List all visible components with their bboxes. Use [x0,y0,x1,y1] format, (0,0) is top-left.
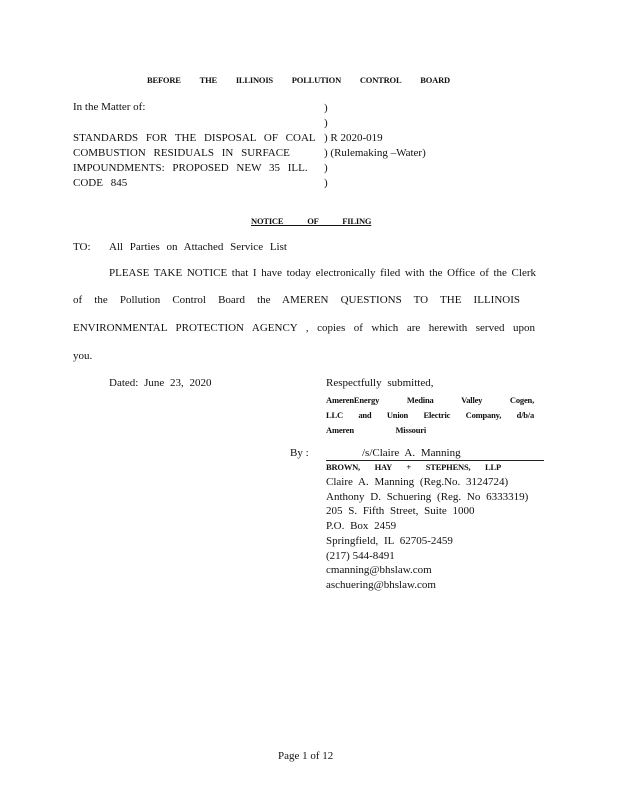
paren-line: ) [324,162,328,174]
counsel-block [326,475,528,593]
caption-line: CODE 845 [73,177,128,189]
caption-line: IMPOUNDMENTS: PROPOSED NEW 35 ILL. [73,162,308,174]
notice-title: NOTICE OF FILING [251,216,372,226]
board-heading [147,75,450,85]
paren-line: ) [324,117,328,129]
counsel-line: Claire A. Manning (Reg.No. 3124724) [326,476,509,488]
body-line-4: you. [73,350,93,362]
in-the-matter: In the Matter of: [73,101,146,113]
signature-line: /s/Claire A. Manning [362,447,461,459]
body-line-1: PLEASE TAKE NOTICE that I have today electronically filed with the Office of the Clerk [109,267,536,279]
address-line: 205 S. Fifth Street, Suite 1000 [326,505,475,518]
party-line: LLC and Union Electric Company, d/b/a [326,410,534,420]
paren-line: ) [324,177,328,189]
party-line: Ameren Missouri [326,425,426,435]
caption-line: COMBUSTION RESIDUALS IN SURFACE [73,147,290,159]
party-block [326,393,534,438]
by-label: By : [290,447,309,459]
phone-line: (217) 544-8491 [326,549,395,562]
signature-underline [326,460,544,461]
caption-line: STANDARDS FOR THE DISPOSAL OF COAL [73,132,316,144]
caption-left [73,131,323,191]
heading-word: CONTROL [359,75,402,85]
respectfully-submitted: Respectfully submitted, [326,377,434,389]
page-number: Page 1 of 12 [278,750,334,762]
heading-word: THE [199,75,217,85]
docket-line: ) R 2020-019 [324,132,383,144]
email-line: cmanning@bhslaw.com [326,564,432,577]
to-label: TO: [73,241,91,253]
heading-word: ILLINOIS [235,75,273,85]
address-line: P.O. Box 2459 [326,520,397,533]
body-line-2: of the Pollution Control Board the AMEREN QUESTIONS TO THE ILLINOIS [73,294,520,306]
email-line: aschuering@bhslaw.com [326,578,436,591]
body-line-3: ENVIRONMENTAL PROTECTION AGENCY , copies of which are herewith served upon [73,322,535,334]
heading-word: BEFORE [147,75,181,85]
paren-line: ) [324,102,328,114]
address-line: Springfield, IL 62705-2459 [326,534,453,547]
caption-parens [324,101,426,191]
heading-word: POLLUTION [291,75,342,85]
dated: Dated: June 23, 2020 [109,377,212,389]
law-firm: BROWN, HAY + STEPHENS, LLP [326,462,501,472]
party-line: AmerenEnergy Medina Valley Cogen, [326,395,534,405]
heading-word: BOARD [420,75,450,85]
counsel-line: Anthony D. Schuering (Reg. No 6333319) [326,490,529,503]
rulemaking-line: ) (Rulemaking –Water) [324,147,426,159]
to-text: All Parties on Attached Service List [109,241,287,253]
